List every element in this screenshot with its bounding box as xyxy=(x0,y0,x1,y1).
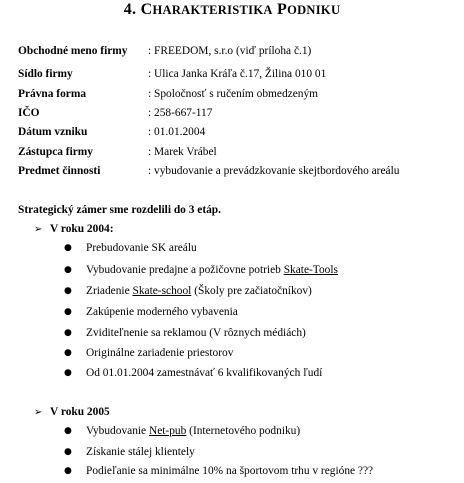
info-value: : 01.01.2004 xyxy=(148,126,206,138)
section-number: 4. xyxy=(123,1,137,18)
info-value: : vybudovanie a prevádzkovanie skejtbordového areálu xyxy=(148,165,400,177)
list-item xyxy=(64,366,322,380)
list-item-text: Originálne zariadenie priestorov xyxy=(86,347,234,359)
info-label: Dátum vzniku xyxy=(18,126,88,138)
list-item xyxy=(64,241,197,255)
info-label: Zástupca firmy xyxy=(18,146,93,158)
section-heading xyxy=(0,1,464,19)
info-value: : 258-667-117 xyxy=(148,107,213,119)
list-item-text: (Internetového podniku) xyxy=(186,425,301,437)
bullet-dot-icon: ● xyxy=(64,265,72,275)
year-2004-heading xyxy=(34,222,114,237)
list-item-text: Prebudovanie SK areálu xyxy=(86,242,197,254)
list-item-text: Vybudovanie xyxy=(86,425,149,437)
bullet-dot-icon: ● xyxy=(64,426,72,436)
list-item xyxy=(64,424,300,438)
skate-school-link[interactable]: Skate-school xyxy=(132,285,192,297)
list-item xyxy=(64,263,338,277)
list-item xyxy=(64,305,238,319)
list-item-text: Vybudovanie predajne a požičovne potrieb xyxy=(86,264,284,276)
heading-word1-initial: C xyxy=(140,1,153,18)
info-value: : Spoločnosť s ručením obmedzeným xyxy=(148,88,319,100)
list-item xyxy=(64,284,312,298)
year-2004-label: V roku 2004: xyxy=(50,223,114,235)
strategy-intro: Strategický zámer sme rozdelili do 3 etáp. xyxy=(18,204,221,216)
info-label: Právna forma xyxy=(18,88,87,100)
list-item-text: Zakúpenie moderného vybavenia xyxy=(86,306,238,318)
list-item-text: Od 01.01.2004 zamestnávať 6 kvalifikovaných ľudí xyxy=(86,367,323,379)
bullet-dot-icon: ● xyxy=(64,286,72,296)
info-value: : Marek Vrábel xyxy=(148,146,217,158)
heading-word1-rest: HARAKTERISTIKA xyxy=(152,3,273,17)
year-2005-heading xyxy=(34,405,110,420)
list-item-text: Podieľanie sa minimálne 10% na športovom trhu v regióne ??? xyxy=(86,465,374,477)
info-label: Obchodné meno firmy xyxy=(18,45,128,57)
bullet-dot-icon: ● xyxy=(64,328,72,338)
year-2005-label: V roku 2005 xyxy=(50,406,110,418)
info-label: Sídlo firmy xyxy=(18,68,73,80)
skate-tools-link[interactable]: Skate-Tools xyxy=(283,264,338,276)
info-label: IČO xyxy=(18,107,40,119)
bullet-dot-icon: ● xyxy=(64,307,72,317)
list-item-text: Získanie stálej klientely xyxy=(86,446,195,458)
heading-word2-initial: P xyxy=(277,1,288,18)
bullet-dot-icon: ● xyxy=(64,368,72,378)
list-item-text: Zriadenie xyxy=(86,285,133,297)
arrow-bullet-icon: ➢ xyxy=(34,224,43,235)
list-item-text: Zviditeľnenie sa reklamou (V rôznych médiách) xyxy=(86,327,306,339)
bullet-dot-icon: ● xyxy=(64,348,72,358)
info-value: : FREEDOM, s.r.o (viď príloha č.1) xyxy=(148,45,312,57)
list-item xyxy=(64,464,373,478)
bullet-dot-icon: ● xyxy=(64,243,72,253)
list-item xyxy=(64,346,233,360)
list-item-text: (Školy pre začiatočníkov) xyxy=(191,285,312,297)
arrow-bullet-icon: ➢ xyxy=(34,407,43,418)
info-label: Predmet činnosti xyxy=(18,165,101,177)
info-value: : Ulica Janka Kráľa č.17, Žilina 010 01 xyxy=(148,68,327,80)
list-item xyxy=(64,445,195,459)
bullet-dot-icon: ● xyxy=(64,447,72,457)
net-pub-link[interactable]: Net-pub xyxy=(148,425,187,437)
bullet-dot-icon: ● xyxy=(64,466,72,476)
list-item xyxy=(64,326,306,340)
heading-word2-rest: ODNIKU xyxy=(287,3,341,17)
